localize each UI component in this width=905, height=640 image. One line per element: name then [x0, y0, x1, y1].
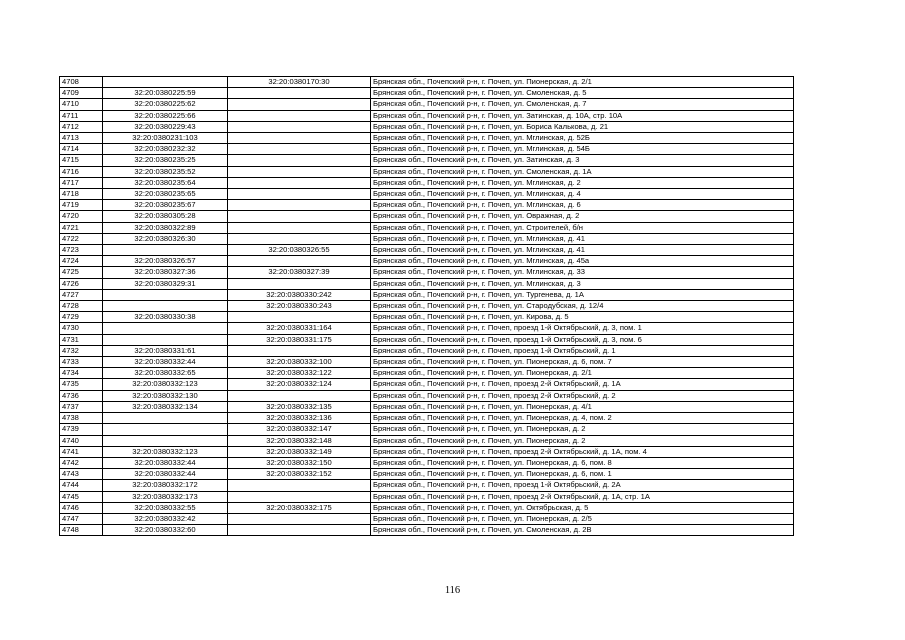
table-row [60, 200, 794, 211]
building-cadastral-number-cell [228, 177, 371, 188]
cadastral-number-cell [103, 323, 228, 334]
address-cell: Брянская обл., Почепский р-н, г. Почеп, ул. Пионерская, д. 2/5 [371, 513, 794, 524]
cadastral-number-cell: 32:20:0380332:173 [103, 491, 228, 502]
row-number-cell: 4725 [60, 267, 103, 278]
building-cadastral-number-cell: 32:20:0380330:243 [228, 301, 371, 312]
building-cadastral-number-cell [228, 189, 371, 200]
table-row [60, 121, 794, 132]
cadastral-number-cell [103, 413, 228, 424]
table-row [60, 513, 794, 524]
address-cell: Брянская обл., Почепский р-н, г. Почеп, ул. Строителей, б/н [371, 222, 794, 233]
building-cadastral-number-cell [228, 513, 371, 524]
address-cell: Брянская обл., Почепский р-н, г. Почеп, ул. Мглинская, д. 3 [371, 278, 794, 289]
address-cell: Брянская обл., Почепский р-н, г. Почеп, ул. Мглинская, д. 41 [371, 245, 794, 256]
address-cell: Брянская обл., Почепский р-н, г. Почеп, ул. Бориса Калькова, д. 21 [371, 121, 794, 132]
cadastral-number-cell [103, 334, 228, 345]
cadastral-number-cell: 32:20:0380235:64 [103, 177, 228, 188]
row-number-cell: 4722 [60, 233, 103, 244]
building-cadastral-number-cell [228, 233, 371, 244]
address-cell: Брянская обл., Почепский р-н, г. Почеп, ул. Пионерская, д. 6, пом. 7 [371, 357, 794, 368]
table-row [60, 502, 794, 513]
address-cell: Брянская обл., Почепский р-н, г. Почеп, проезд 2-й Октябрьский, д. 1А, стр. 1А [371, 491, 794, 502]
address-cell: Брянская обл., Почепский р-н, г. Почеп, ул. Смоленская, д. 2В [371, 525, 794, 536]
cadastral-number-cell: 32:20:0380235:52 [103, 166, 228, 177]
row-number-cell: 4737 [60, 401, 103, 412]
table-row [60, 267, 794, 278]
table-row [60, 469, 794, 480]
cadastral-number-cell: 32:20:0380326:57 [103, 256, 228, 267]
row-number-cell: 4713 [60, 133, 103, 144]
cadastral-number-cell: 32:20:0380332:55 [103, 502, 228, 513]
address-cell: Брянская обл., Почепский р-н, г. Почеп, ул. Затинская, д. 10А, стр. 10А [371, 110, 794, 121]
table-row [60, 525, 794, 536]
address-cell: Брянская обл., Почепский р-н, г. Почеп, ул. Мглинская, д. 52Б [371, 133, 794, 144]
building-cadastral-number-cell: 32:20:0380332:135 [228, 401, 371, 412]
building-cadastral-number-cell [228, 491, 371, 502]
cadastral-number-cell: 32:20:0380231:103 [103, 133, 228, 144]
row-number-cell: 4715 [60, 155, 103, 166]
table-row [60, 88, 794, 99]
address-cell: Брянская обл., Почепский р-н, г. Почеп, ул. Пионерская, д. 6, пом. 8 [371, 457, 794, 468]
table-row [60, 390, 794, 401]
building-cadastral-number-cell: 32:20:0380332:149 [228, 446, 371, 457]
building-cadastral-number-cell [228, 390, 371, 401]
row-number-cell: 4736 [60, 390, 103, 401]
cadastral-number-cell [103, 301, 228, 312]
table-row [60, 457, 794, 468]
row-number-cell: 4733 [60, 357, 103, 368]
row-number-cell: 4732 [60, 345, 103, 356]
address-cell: Брянская обл., Почепский р-н, г. Почеп, проезд 2-й Октябрьский, д. 2 [371, 390, 794, 401]
building-cadastral-number-cell: 32:20:0380170:30 [228, 77, 371, 88]
building-cadastral-number-cell [228, 110, 371, 121]
table-row [60, 379, 794, 390]
cadastral-number-cell: 32:20:0380332:172 [103, 480, 228, 491]
table-row [60, 110, 794, 121]
building-cadastral-number-cell [228, 345, 371, 356]
building-cadastral-number-cell [228, 121, 371, 132]
row-number-cell: 4745 [60, 491, 103, 502]
cadastral-number-cell: 32:20:0380225:66 [103, 110, 228, 121]
building-cadastral-number-cell: 32:20:0380332:122 [228, 368, 371, 379]
row-number-cell: 4746 [60, 502, 103, 513]
row-number-cell: 4747 [60, 513, 103, 524]
address-cell: Брянская обл., Почепский р-н, г. Почеп, ул. Мглинская, д. 41 [371, 233, 794, 244]
address-cell: Брянская обл., Почепский р-н, г. Почеп, ул. Мглинская, д. 54Б [371, 144, 794, 155]
address-cell: Брянская обл., Почепский р-н, г. Почеп, ул. Тургенева, д. 1А [371, 289, 794, 300]
cadastral-number-cell: 32:20:0380235:25 [103, 155, 228, 166]
table-row [60, 312, 794, 323]
table-row [60, 401, 794, 412]
address-cell: Брянская обл., Почепский р-н, г. Почеп, ул. Пионерская, д. 4/1 [371, 401, 794, 412]
address-cell: Брянская обл., Почепский р-н, г. Почеп, ул. Пионерская, д. 4, пом. 2 [371, 413, 794, 424]
cadastral-number-cell: 32:20:0380326:30 [103, 233, 228, 244]
table-row [60, 245, 794, 256]
building-cadastral-number-cell [228, 480, 371, 491]
table-row [60, 413, 794, 424]
cadastral-number-cell [103, 435, 228, 446]
row-number-cell: 4743 [60, 469, 103, 480]
cadastral-number-cell: 32:20:0380305:28 [103, 211, 228, 222]
building-cadastral-number-cell [228, 278, 371, 289]
address-cell: Брянская обл., Почепский р-н, г. Почеп, ул. Октябрьская, д. 5 [371, 502, 794, 513]
cadastral-number-cell [103, 289, 228, 300]
row-number-cell: 4712 [60, 121, 103, 132]
building-cadastral-number-cell: 32:20:0380332:152 [228, 469, 371, 480]
address-cell: Брянская обл., Почепский р-н, г. Почеп, ул. Мглинская, д. 33 [371, 267, 794, 278]
building-cadastral-number-cell: 32:20:0380326:55 [228, 245, 371, 256]
row-number-cell: 4720 [60, 211, 103, 222]
table-row [60, 424, 794, 435]
cadastral-number-cell: 32:20:0380332:130 [103, 390, 228, 401]
table-row [60, 133, 794, 144]
table-row [60, 256, 794, 267]
address-cell: Брянская обл., Почепский р-н, г. Почеп, проезд 2-й Октябрьский, д. 1А [371, 379, 794, 390]
table-row [60, 99, 794, 110]
row-number-cell: 4740 [60, 435, 103, 446]
building-cadastral-number-cell [228, 144, 371, 155]
building-cadastral-number-cell: 32:20:0380332:148 [228, 435, 371, 446]
cadastral-number-cell: 32:20:0380235:65 [103, 189, 228, 200]
table-row [60, 144, 794, 155]
row-number-cell: 4708 [60, 77, 103, 88]
table-row [60, 222, 794, 233]
building-cadastral-number-cell [228, 88, 371, 99]
building-cadastral-number-cell: 32:20:0380331:164 [228, 323, 371, 334]
table-row [60, 233, 794, 244]
cadastral-number-cell: 32:20:0380332:44 [103, 357, 228, 368]
building-cadastral-number-cell: 32:20:0380327:39 [228, 267, 371, 278]
building-cadastral-number-cell [228, 222, 371, 233]
table-row [60, 278, 794, 289]
row-number-cell: 4728 [60, 301, 103, 312]
cadastral-number-cell: 32:20:0380329:31 [103, 278, 228, 289]
registry-table [59, 76, 794, 536]
cadastral-number-cell [103, 245, 228, 256]
building-cadastral-number-cell: 32:20:0380332:175 [228, 502, 371, 513]
address-cell: Брянская обл., Почепский р-н, г. Почеп, проезд 1-й Октябрьский, д. 3, пом. 6 [371, 334, 794, 345]
address-cell: Брянская обл., Почепский р-н, г. Почеп, ул. Пионерская, д. 6, пом. 1 [371, 469, 794, 480]
row-number-cell: 4710 [60, 99, 103, 110]
table-row [60, 211, 794, 222]
row-number-cell: 4718 [60, 189, 103, 200]
address-cell: Брянская обл., Почепский р-н, г. Почеп, проезд 1-й Октябрьский, д. 2А [371, 480, 794, 491]
building-cadastral-number-cell [228, 166, 371, 177]
row-number-cell: 4724 [60, 256, 103, 267]
row-number-cell: 4741 [60, 446, 103, 457]
cadastral-number-cell [103, 77, 228, 88]
cadastral-number-cell: 32:20:0380322:89 [103, 222, 228, 233]
cadastral-number-cell: 32:20:0380327:36 [103, 267, 228, 278]
address-cell: Брянская обл., Почепский р-н, г. Почеп, ул. Мглинская, д. 2 [371, 177, 794, 188]
row-number-cell: 4729 [60, 312, 103, 323]
row-number-cell: 4726 [60, 278, 103, 289]
building-cadastral-number-cell [228, 99, 371, 110]
cadastral-number-cell: 32:20:0380235:67 [103, 200, 228, 211]
building-cadastral-number-cell [228, 525, 371, 536]
cadastral-number-cell: 32:20:0380332:44 [103, 469, 228, 480]
address-cell: Брянская обл., Почепский р-н, г. Почеп, ул. Стародубская, д. 12/4 [371, 301, 794, 312]
row-number-cell: 4723 [60, 245, 103, 256]
cadastral-number-cell: 32:20:0380332:60 [103, 525, 228, 536]
building-cadastral-number-cell [228, 312, 371, 323]
row-number-cell: 4744 [60, 480, 103, 491]
row-number-cell: 4739 [60, 424, 103, 435]
row-number-cell: 4734 [60, 368, 103, 379]
table-row [60, 435, 794, 446]
table-row [60, 480, 794, 491]
table-row [60, 446, 794, 457]
cadastral-number-cell: 32:20:0380332:44 [103, 457, 228, 468]
building-cadastral-number-cell: 32:20:0380332:124 [228, 379, 371, 390]
row-number-cell: 4742 [60, 457, 103, 468]
table-row [60, 334, 794, 345]
address-cell: Брянская обл., Почепский р-н, г. Почеп, ул. Пионерская, д. 2 [371, 435, 794, 446]
row-number-cell: 4719 [60, 200, 103, 211]
address-cell: Брянская обл., Почепский р-н, г. Почеп, ул. Пионерская, д. 2/1 [371, 77, 794, 88]
building-cadastral-number-cell: 32:20:0380331:175 [228, 334, 371, 345]
table-row [60, 155, 794, 166]
address-cell: Брянская обл., Почепский р-н, г. Почеп, ул. Мглинская, д. 45а [371, 256, 794, 267]
address-cell: Брянская обл., Почепский р-н, г. Почеп, ул. Кирова, д. 5 [371, 312, 794, 323]
address-cell: Брянская обл., Почепский р-н, г. Почеп, проезд 1-й Октябрьский, д. 3, пом. 1 [371, 323, 794, 334]
table-row [60, 189, 794, 200]
building-cadastral-number-cell: 32:20:0380332:136 [228, 413, 371, 424]
address-cell: Брянская обл., Почепский р-н, г. Почеп, ул. Пионерская, д. 2 [371, 424, 794, 435]
building-cadastral-number-cell: 32:20:0380332:147 [228, 424, 371, 435]
row-number-cell: 4731 [60, 334, 103, 345]
cadastral-number-cell: 32:20:0380332:42 [103, 513, 228, 524]
row-number-cell: 4721 [60, 222, 103, 233]
address-cell: Брянская обл., Почепский р-н, г. Почеп, ул. Смоленская, д. 7 [371, 99, 794, 110]
row-number-cell: 4738 [60, 413, 103, 424]
cadastral-number-cell: 32:20:0380332:65 [103, 368, 228, 379]
row-number-cell: 4727 [60, 289, 103, 300]
building-cadastral-number-cell: 32:20:0380332:150 [228, 457, 371, 468]
row-number-cell: 4735 [60, 379, 103, 390]
table-row [60, 491, 794, 502]
building-cadastral-number-cell [228, 155, 371, 166]
cadastral-number-cell: 32:20:0380229:43 [103, 121, 228, 132]
page-number: 116 [444, 585, 461, 596]
table-row [60, 177, 794, 188]
address-cell: Брянская обл., Почепский р-н, г. Почеп, проезд 2-й Октябрьский, д. 1А, пом. 4 [371, 446, 794, 457]
address-cell: Брянская обл., Почепский р-н, г. Почеп, проезд 1-й Октябрьский, д. 1 [371, 345, 794, 356]
cadastral-number-cell: 32:20:0380225:62 [103, 99, 228, 110]
building-cadastral-number-cell: 32:20:0380332:100 [228, 357, 371, 368]
table-row [60, 345, 794, 356]
building-cadastral-number-cell [228, 133, 371, 144]
table-row [60, 301, 794, 312]
table-row [60, 166, 794, 177]
row-number-cell: 4711 [60, 110, 103, 121]
address-cell: Брянская обл., Почепский р-н, г. Почеп, ул. Затинская, д. 3 [371, 155, 794, 166]
building-cadastral-number-cell: 32:20:0380330:242 [228, 289, 371, 300]
row-number-cell: 4717 [60, 177, 103, 188]
address-cell: Брянская обл., Почепский р-н, г. Почеп, ул. Мглинская, д. 6 [371, 200, 794, 211]
address-cell: Брянская обл., Почепский р-н, г. Почеп, ул. Овражная, д. 2 [371, 211, 794, 222]
cadastral-number-cell: 32:20:0380225:59 [103, 88, 228, 99]
building-cadastral-number-cell [228, 256, 371, 267]
cadastral-number-cell: 32:20:0380332:123 [103, 379, 228, 390]
row-number-cell: 4709 [60, 88, 103, 99]
registry-table-body [60, 77, 794, 536]
address-cell: Брянская обл., Почепский р-н, г. Почеп, ул. Мглинская, д. 4 [371, 189, 794, 200]
row-number-cell: 4730 [60, 323, 103, 334]
building-cadastral-number-cell [228, 200, 371, 211]
cadastral-number-cell: 32:20:0380232:32 [103, 144, 228, 155]
building-cadastral-number-cell [228, 211, 371, 222]
cadastral-number-cell [103, 424, 228, 435]
address-cell: Брянская обл., Почепский р-н, г. Почеп, ул. Пионерская, д. 2/1 [371, 368, 794, 379]
row-number-cell: 4714 [60, 144, 103, 155]
table-row [60, 77, 794, 88]
cadastral-number-cell: 32:20:0380331:61 [103, 345, 228, 356]
address-cell: Брянская обл., Почепский р-н, г. Почеп, ул. Смоленская, д. 5 [371, 88, 794, 99]
table-row [60, 323, 794, 334]
table-row [60, 368, 794, 379]
row-number-cell: 4716 [60, 166, 103, 177]
table-row [60, 289, 794, 300]
cadastral-number-cell: 32:20:0380330:38 [103, 312, 228, 323]
table-row [60, 357, 794, 368]
cadastral-number-cell: 32:20:0380332:134 [103, 401, 228, 412]
cadastral-number-cell: 32:20:0380332:123 [103, 446, 228, 457]
address-cell: Брянская обл., Почепский р-н, г. Почеп, ул. Смоленская, д. 1А [371, 166, 794, 177]
row-number-cell: 4748 [60, 525, 103, 536]
